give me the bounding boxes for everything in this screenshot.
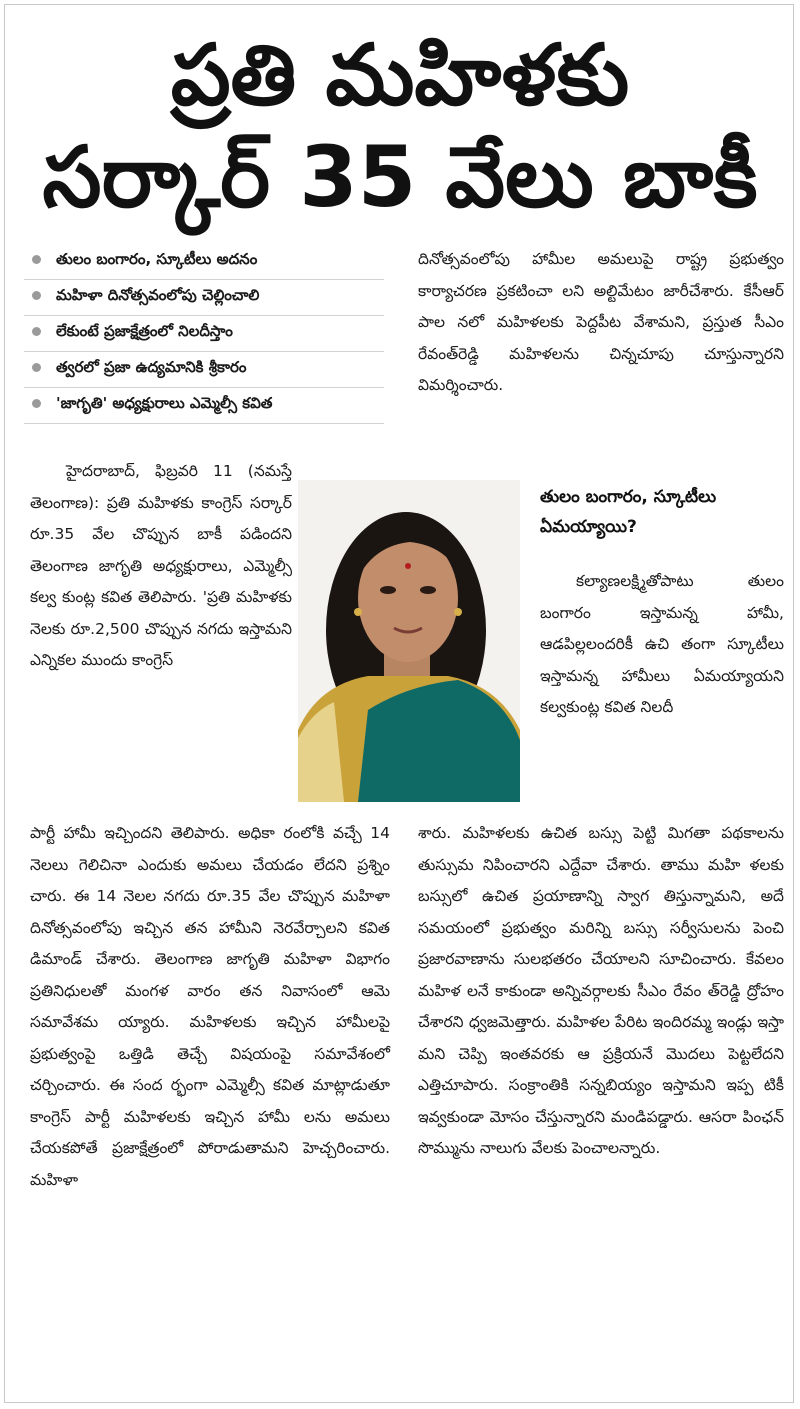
article-paragraph: హైదరాబాద్, ఫిబ్రవరి 11 (నమస్తే తెలంగాణ): ప్రతి మహిళకు కాంగ్రెస్ సర్కార్ రూ.35 వేల చొప్పున బాకీ పడిందని తెలంగాణ జాగృతి అధ్యక్షురాలు, ఎమ్మెల్సీ కల్వ కుంట్ల కవిత తెలిపారు. 'ప్రతి మహిళకు నెలకు రూ.2,500 చొప్పున నగదు ఇస్తామని ఎన్నికల ముందు కాంగ్రెస్ [30, 462, 292, 669]
headline-line-2: సర్కార్ 35 వేలు బాకీ [42, 128, 758, 226]
left-column-beside-photo [30, 456, 292, 677]
highlight-item: మహిళా దినోత్సవంలోపు చెల్లించాలి [24, 280, 384, 316]
bullet-icon [32, 291, 41, 300]
highlight-item: లేకుంటే ప్రజాక్షేత్రంలో నిలదీస్తాం [24, 316, 384, 352]
highlight-item: 'జాగృతి' అధ్యక్షురాలు ఎమ్మెల్సీ కవిత [24, 388, 384, 424]
bullet-icon [32, 327, 41, 336]
bullet-icon [32, 363, 41, 372]
article-paragraph: పార్టీ హామీ ఇచ్చిందని తెలిపారు. అధికా రంలోకి వచ్చే 14 నెలలు గెలిచినా ఎందుకు అమలు చేయడం లేదని ప్రశ్నిం చారు. ఈ 14 నెలల నగదు రూ.35 వేల చొప్పున మహిళా దినోత్సవంలోపు ఇచ్చిన తన హామీని నెరవేర్చాలని కవిత డిమాండ్ చేశారు. తెలంగాణ జాగృతి మహిళా విభాగం ప్రతినిధులతో మంగళ వారం తన నివాసంలో ఆమె సమావేశమ య్యారు. మహిళలకు ఇచ్చిన హామీలపై ప్రభుత్వంపై ఒత్తిడి తెచ్చే విషయంపై సమావేశంలో చర్చించారు. ఈ సంద ర్భంగా ఎమ్మెల్సీ కవిత మాట్లాడుతూ కాంగ్రెస్ పార్టీ మహిళలకు ఇచ్చిన హామీ లను అమలు చేయకపోతే ప్రజాక్షేత్రంలో పోరాడుతామని హెచ్చరించారు. మహిళా [30, 824, 390, 1189]
highlight-item: తులం బంగారం, స్కూటీలు అదనం [24, 244, 384, 280]
highlights-list [24, 244, 384, 424]
headline-line-1: ప్రతి మహిళకు [170, 26, 630, 124]
highlight-item: త్వరలో ప్రజా ఉద్యమానికి శ్రీకారం [24, 352, 384, 388]
article-paragraph: కల్యాణలక్ష్మితోపాటు తులం బంగారం ఇస్తామన్న హామీ, ఆడపిల్లలందరికీ ఉచి తంగా స్కూటీలు ఇస్తామన్న హామీలు ఏమయ్యాయని కల్వకుంట్ల కవిత నిలదీ [540, 572, 784, 716]
bullet-icon [32, 399, 41, 408]
subheading: తులం బంగారం, స్కూటీలు ఏమయ్యాయి? [540, 487, 717, 537]
portrait-photo-icon [298, 480, 520, 802]
right-column-bottom [418, 818, 784, 1165]
article-paragraph: దినోత్సవంలోపు హామీల అమలుపై రాష్ట్ర ప్రభుత్వం కార్యాచరణ ప్రకటించా లని అల్టిమేటం జారీచేశారు. కేసీఆర్ పాల నలో మహిళలకు పెద్దపీట వేశామని, ప్రస్తుత సీఎం రేవంత్‌రెడ్డి మహిళలను చిన్నచూపు చూస్తున్నారని విమర్శించారు. [418, 250, 784, 394]
right-column-beside-photo [540, 566, 784, 724]
right-column-top [418, 244, 784, 402]
bullet-icon [32, 255, 41, 264]
left-column-bottom [30, 818, 390, 1196]
article-paragraph: శారు. మహిళలకు ఉచిత బస్సు పెట్టి మిగతా పథకాలను తుస్సుమ నిపించారని ఎద్దేవా చేశారు. తాము మహి ళలకు బస్సులో ఉచిత ప్రయాణాన్ని స్వాగ తిస్తున్నామని, అదే సమయంలో ప్రభుత్వం మరిన్ని బస్సు సర్వీసులను పెంచి ప్రజారవాణాను సులభతరం చేయాలని సూచించారు. కేవలం మహిళ లనే కాకుండా అన్నివర్గాలకు సీఎం రేవం త్‌రెడ్డి ద్రోహం చేశారని ధ్వజమెత్తారు. మహిళల పేరిట ఇందిరమ్మ ఇండ్లు ఇస్తా మని చెప్పి ఇంతవరకు ఆ ప్రక్రియనే మొదలు పెట్టలేదని ఎత్తిచూపారు. సంక్రాంతికి సన్నబియ్యం ఇస్తామని ఇప్ప టికీ ఇవ్వకుండా మోసం చేస్తున్నారని మండిపడ్డారు. ఆసరా పింఛన్ సొమ్మును నాలుగు వేలకు పెంచాలన్నారు. [418, 824, 784, 1157]
